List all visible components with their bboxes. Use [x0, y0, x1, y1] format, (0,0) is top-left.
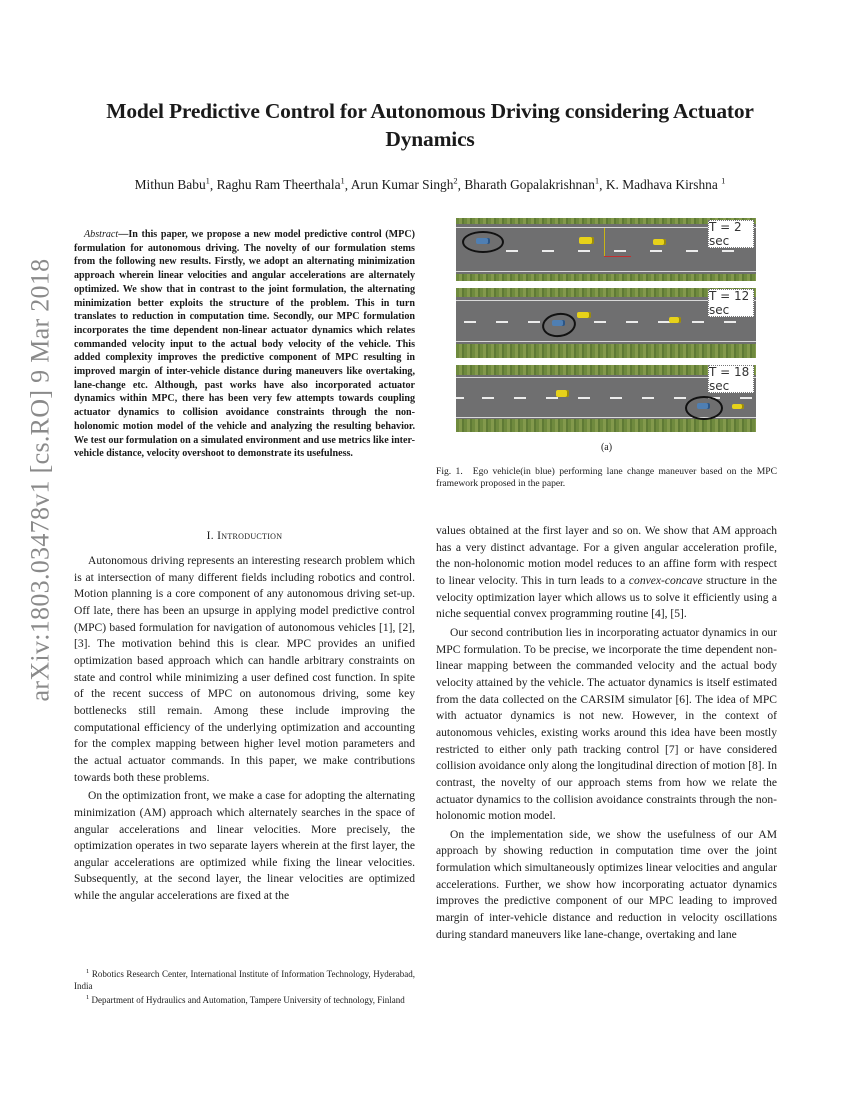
axis-marker-icon — [604, 256, 631, 257]
figure-caption-text: Ego vehicle(in blue) performing lane change maneuver based on the MPC framework proposed in the paper. — [436, 466, 777, 490]
body-paragraph: values obtained at the first layer and so on. We show that AM approach has a very distinct advantage. For a given angular acceleration profile, the non-holonomic motion model reduces to an affine form with respect to linear velocity. This in turn leads to a convex-concave structure in the velocity optimization layer which allows us to solve it efficiently using a niche sequential convex programming routine [4], [5]. — [436, 525, 777, 621]
footnote: $^1$ Department of Hydraulics and Automation, Tampere University of technology, Finland — [86, 994, 405, 1006]
arxiv-identifier-stamp — [20, 258, 60, 702]
author: Arun Kumar Singh$^2$ — [350, 176, 458, 193]
abstract-paragraph: Abstract—In this paper, we propose a new model predictive control (MPC) formulation for autonomous driving. The novelty of our formulation stems from the following new results. Firstly, we adopt an alternating minimization approach wherein linear velocities and angular accelerations are alternately optimized. We show that in contrast to the joint formulation, the alternating minimization better exploits the structure of the problem. This in turn translates to reduction in computation time. Secondly, our MPC formulation incorporates the time dependent non-linear actuator dynamics which relates commanded velocity input to the actual body velocity of the vehicle. This added complexity improves the predictive component of MPC resulting in improved margin of inter-vehicle distance during maneuvers like overtaking, lane-change etc. Although, past works have also incorporated actuator dynamics within MPC, there has been very few attempts towards coupling actuator dynamics to collision avoidance constraints through the non-holonomic motion model of the vehicle and analyzing the resulting behavior. We test our formulation on a simulated environment and use metrics like inter-vehicle distance, velocity overshoot to demonstrate its usefulness. — [74, 229, 415, 460]
left-column-body — [74, 553, 415, 907]
paper-title: Model Predictive Control for Autonomous Driving considering Actuator Dynamics — [106, 99, 754, 151]
author: Raghu Ram Theerthala$^1$ — [216, 176, 345, 193]
ego-highlight-ring — [685, 396, 723, 420]
author: Mithun Babu$^1$ — [134, 176, 210, 193]
right-column-body — [436, 523, 777, 945]
axis-marker-icon — [604, 228, 605, 256]
arxiv-stamp-text: arXiv:1803.03478v1 [cs.RO] 9 Mar 2018 — [25, 258, 54, 702]
figure-label: Fig. 1. — [436, 466, 463, 477]
abstract-text: In this paper, we propose a new model predictive control (MPC) formulation for autonomous driving. The novelty of our formulation stems from the following new results. Firstly, we adopt an alternating minimization approach wherein linear velocities and angular accelerations are alternately optimized. We show that in contrast to the joint formulation, the alternating minimization better exploits the structure of the problem. This in turn translates to reduction in computation time. Secondly, our MPC formulation incorporates the time dependent non-linear actuator dynamics which relates commanded velocity input to the actual body velocity of the vehicle. This added complexity improves the predictive component of MPC resulting in improved margin of inter-vehicle distance during maneuvers like overtaking, lane-change etc. Although, past works have also incorporated actuator dynamics within MPC, there has been very few attempts towards coupling actuator dynamics to collision avoidance constraints through the non-holonomic motion model of the vehicle and analyzing the resulting behavior. We test our formulation on a simulated environment and use metrics like inter-vehicle distance, velocity overshoot to demonstrate its usefulness. — [74, 229, 415, 460]
author: Bharath Gopalakrishnan$^1$ — [464, 176, 600, 193]
obstacle-vehicle-yellow — [556, 390, 569, 397]
section-heading-introduction: I. Introduction — [206, 530, 283, 542]
body-paragraph: Autonomous driving represents an interesting research problem which is at intersection of many different fields including robotics and control. Motion planning is a core component of any autonomous driving set-up. Off late, there has been an upsurge in applying model predictive control (MPC) based formulation for navigation of autonomous vehicles [1], [2],[3]. The motivation behind this is clear. MPC provides an unified optimization based approach which can handle arbitrary constraints on state and control while minimizing a user defined cost function. In spite of the recent success of MPC on autonomous driving, some key bottlenecks still remain. Among these include improving the computational efficiency of the underlying optimization and accounting for the complex mapping between higher level motion parameters and the actual actuator commands. In this paper, we make contributions towards both these problems. — [74, 555, 415, 784]
simulation-panel-t2 — [456, 218, 756, 281]
obstacle-vehicle-yellow — [669, 317, 681, 323]
body-paragraph: On the implementation side, we show the usefulness of our AM approach by showing reduction in computation time over the joint formulation which simultaneously optimizes linear velocities and angular accelerations. Further, we show how incorporating actuator dynamics improves the predictive component of our MPC leading to improved margin of inter-vehicle distance and reduction in velocity oscillations during standard maneuvers like lane-change, overtaking and lane — [436, 828, 777, 941]
time-label: T = 18 sec — [708, 365, 754, 393]
footnotes — [74, 966, 415, 1007]
body-paragraph: On the optimization front, we make a case for adopting the alternating minimization (AM) approach which alternately searches in the space of angular accelerations and linear velocities. More precisely, the optimization operates in two separate layers wherein at the first layer, the angular accelerations are optimized while fixing the linear velocities. Subsequently, at the second layer, the linear velocities are optimized while the angular accelerations are fixed at the — [74, 790, 415, 903]
simulation-panel-t12 — [456, 288, 756, 358]
abstract — [74, 228, 415, 461]
body-paragraph: Our second contribution lies in incorporating actuator dynamics in our MPC formulation. To be precise, we incorporate the time dependent non-linear mapping between the commanded velocity and the actual body velocity attained by the vehicle. The actuator dynamics is itself estimated from the data collected on the CARSIM simulator [6]. The idea of MPC with actuator dynamics is not new. However, in the context of autonomous vehicles, existing works around this idea have been mostly restricted to either only path tracking control [7] or have considered collision avoidance only along the longitudinal direction of motion [8]. In contrast, the novelty of our approach stems from how we relate the actuator dynamics to the collision avoidance constraints through the non-holonomic motion model. — [436, 626, 777, 823]
obstacle-vehicle-yellow — [577, 312, 591, 318]
simulation-panel-t18 — [456, 365, 756, 432]
time-label: T = 2 sec — [708, 220, 754, 248]
obstacle-vehicle-yellow — [732, 404, 744, 409]
time-label: T = 12 sec — [708, 289, 754, 317]
author: K. Madhava Kirshna $^1$ — [605, 176, 726, 193]
obstacle-vehicle-yellow — [579, 237, 594, 244]
footnote: $^1$ Robotics Research Center, International Institute of Information Technology, Hyderabad, India — [74, 968, 415, 991]
figure-subcaption: (a) — [600, 442, 613, 453]
obstacle-vehicle-yellow — [653, 239, 666, 245]
figure-caption — [436, 466, 777, 490]
ego-highlight-ring — [462, 231, 504, 253]
author-list: Mithun Babu$^1$, Raghu Ram Theerthala$^1$, Arun Kumar Singh$^2$, Bharath Gopalakrishnan$^1$, K. Madhava Kirshna $^1$ — [134, 176, 726, 193]
abstract-label: Abstract — [84, 229, 119, 240]
